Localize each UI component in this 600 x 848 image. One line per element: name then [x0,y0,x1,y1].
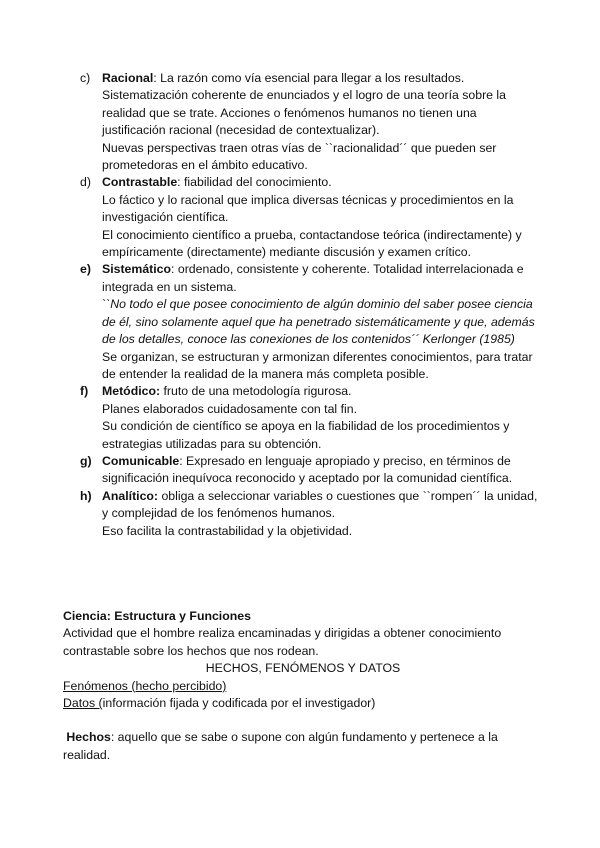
definition-text: : Expresado en lenguaje apropiado y preciso, en términos de significación inequívoca reconocido y aceptado por la comunidad científica. [102,453,513,486]
list-item-contrastable [80,174,540,261]
hechos-text: : aquello que se sabe o supone con algún fundamento y pertenece a la realidad. [63,730,498,762]
definition-text: : La razón como vía esencial para llegar a los resultados. [153,71,465,85]
paragraph: Lo fáctico y lo racional que implica diversas técnicas y procedimientos en la investigación científica. [102,192,514,225]
list-item-comunicable [80,453,540,488]
quote-kerlonger: ``No todo el que posee conocimiento de algún dominio del saber posee ciencia de él, sino solamente aquel que ha penetrado sistemáticamente y que, además de los detalles, conoce las conexiones de los contenidos´´ Kerlonger (1985) [102,297,535,347]
section-estructura [63,608,543,764]
hechos-term: Hechos [66,730,111,745]
term-metodico: Metódico: [102,384,161,399]
list-item-analitico [80,488,540,540]
section-heading: Ciencia: Estructura y Funciones [63,609,251,623]
paragraph: Eso facilita la contrastabilidad y la objetividad. [102,523,353,538]
characteristics-list [80,70,540,540]
list-marker: e) [80,262,91,277]
paragraph: El conocimiento científico a prueba, contactandose teórica (indirectamente) y empíricamente (directamente) mediante discusión y examen crítico. [102,227,522,260]
centered-title: HECHOS, FENÓMENOS Y DATOS [205,661,401,676]
datos-label: Datos ( [63,696,103,711]
paragraph: Se organizan, se estructuran y armonizan diferentes conocimientos, para tratar de entender la realidad de la manera más completa posible. [102,349,533,381]
datos-text: información fijada y codificada por el investigador) [102,696,376,711]
fenomenos-line: Fenómenos (hecho percibido) [63,678,227,693]
list-marker: g) [80,453,92,468]
definition-text: fruto de una metodología rigurosa. [160,384,352,399]
term-sistematico: Sistemático [102,262,172,277]
paragraph: Sistematización coherente de enunciados y el logro de una teoría sobre la realidad que se trate. Acciones o fenómenos humanos no tienen una justificación racional (necesidad de contextualizar). [102,88,507,138]
list-marker: h) [80,488,92,503]
list-marker: d) [80,175,91,190]
list-item-metodico [80,383,540,453]
paragraph: Su condición de científico se apoya en la fiabilidad de los procedimientos y estrategias utilizadas para su obtención. [102,419,510,451]
paragraph: Planes elaborados cuidadosamente con tal fin. [102,401,357,416]
definition-text: : fiabilidad del conocimiento. [177,175,332,190]
intro-paragraph: Actividad que el hombre realiza encaminadas y dirigidas a obtener conocimiento contrastable sobre los hechos que nos rodean. [63,626,502,658]
term-racional: Racional [102,71,154,85]
list-marker: c) [80,71,91,85]
term-contrastable: Contrastable [102,175,178,190]
term-analitico: Analítico: [102,488,159,503]
list-marker: f) [80,384,89,399]
definition-text: obliga a seleccionar variables o cuestiones que ``rompen´´ la unidad, y complejidad de los fenómenos humanos. [102,488,538,521]
paragraph: Nuevas perspectivas traen otras vías de ``racionalidad´´ que pueden ser prometedoras en el ámbito educativo. [102,140,497,173]
list-item-racional [80,70,540,174]
list-item-sistematico [80,261,540,383]
term-comunicable: Comunicable [102,453,180,468]
definition-text: : ordenado, consistente y coherente. Totalidad interrelacionada e integrada en un sistema. [102,262,524,294]
